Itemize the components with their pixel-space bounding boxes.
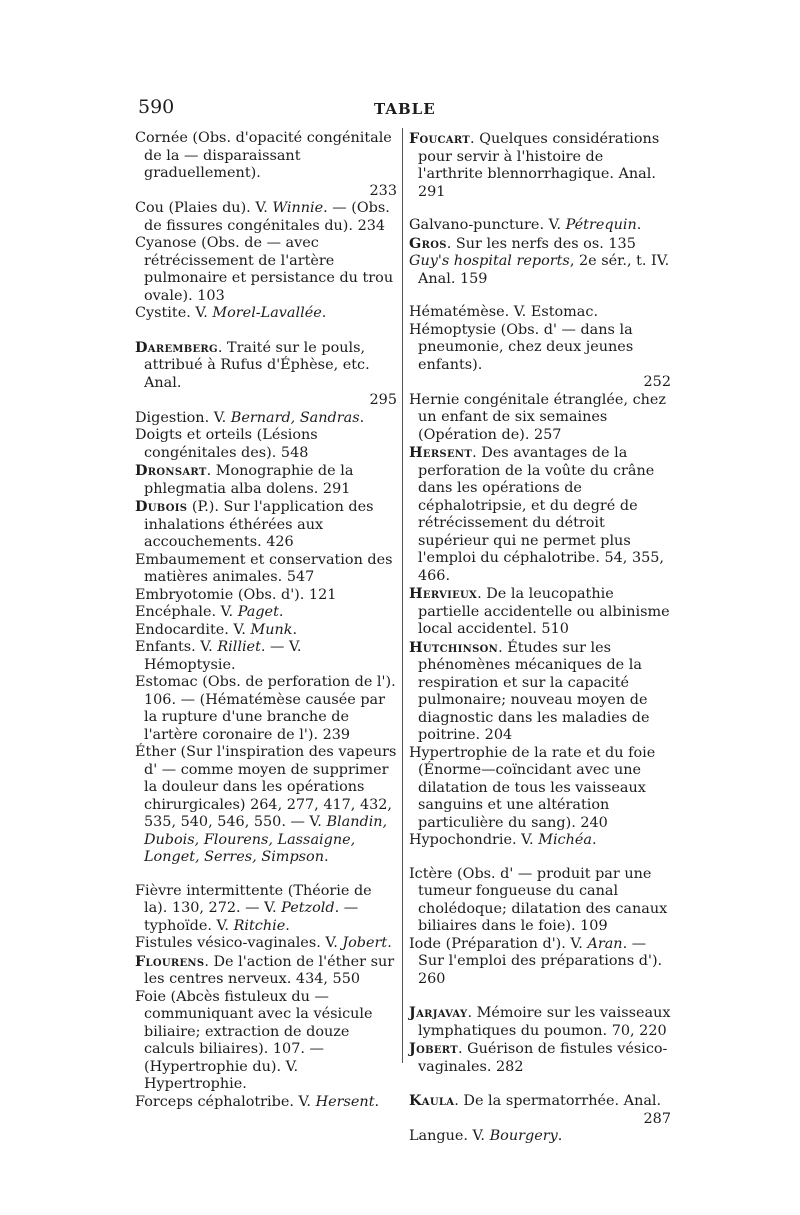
entry-italic: Rilliet bbox=[217, 639, 261, 655]
entry-heading: Flourens bbox=[135, 952, 205, 970]
page-reference: 291 bbox=[318, 480, 351, 497]
entry-italic: Jobert bbox=[342, 935, 388, 951]
entry-text: . bbox=[557, 1128, 563, 1144]
index-entry bbox=[135, 410, 397, 428]
entry-text: . De l'action de l'éther sur les centres nerveux. bbox=[144, 953, 395, 987]
entry-italic: Guy's hospital reports bbox=[409, 253, 570, 269]
page-reference: 252 bbox=[643, 374, 671, 390]
entry-heading: Foucart bbox=[409, 130, 471, 147]
column-divider bbox=[402, 128, 403, 1063]
entry-text: céphalotribe. V. bbox=[192, 1093, 316, 1110]
index-entry bbox=[409, 1004, 671, 1040]
entry-text: intermittente (Théorie de la). 130, 272. — V. bbox=[144, 882, 372, 916]
entry-heading: Iode bbox=[409, 935, 442, 952]
entry-heading: Hutchinson bbox=[409, 638, 499, 656]
index-entry bbox=[135, 130, 397, 200]
entry-text: . V. bbox=[204, 409, 231, 426]
entry-heading: Cystite bbox=[135, 305, 187, 321]
entry-heading: Hypertrophie bbox=[409, 744, 508, 761]
entry-text: . V. bbox=[224, 621, 251, 638]
entry-text: . — V. Hémoptysie. bbox=[144, 639, 302, 673]
running-title: TABLE bbox=[374, 100, 436, 118]
entry-heading: Doigts bbox=[135, 427, 183, 443]
entry-heading: Jobert bbox=[409, 1040, 458, 1057]
entry-heading: Cou bbox=[135, 200, 164, 216]
entry-heading: Estomac bbox=[135, 674, 198, 690]
entry-heading: Fistules bbox=[135, 935, 193, 951]
index-entry bbox=[135, 883, 397, 936]
index-entry bbox=[409, 745, 671, 833]
entry-text: . V. bbox=[191, 639, 218, 655]
page-reference: 291 bbox=[418, 183, 446, 200]
page-reference: 103 bbox=[192, 287, 225, 304]
entry-heading: Hervieux bbox=[409, 585, 478, 602]
entry-heading: Foie bbox=[135, 988, 166, 1005]
entry-text: . V. bbox=[539, 217, 566, 233]
entry-text: . V. bbox=[186, 305, 213, 321]
index-entry bbox=[135, 639, 397, 674]
page-reference: 257 bbox=[529, 426, 562, 443]
entry-heading: Galvano-puncture bbox=[409, 217, 540, 233]
entry-text: . Des avantages de la perforation de la voûte du crâne dans les opérations de céphalotripsie, et du degré de rétrécissement du détroit supérieur qui ne permet plus l'emploi du céphalotribe. bbox=[418, 445, 655, 566]
entry-text: . — (Obs. de fissures congénitales du). bbox=[144, 200, 390, 234]
entry-text: et conservation des matières animales. bbox=[144, 551, 393, 585]
index-entry bbox=[409, 866, 671, 936]
entry-text: . bbox=[323, 849, 329, 865]
page-reference: 426 bbox=[261, 534, 294, 550]
index-entry bbox=[135, 935, 397, 953]
index-entry bbox=[135, 498, 397, 552]
entry-heading: Langue bbox=[409, 1128, 464, 1144]
page-reference: 109 bbox=[575, 918, 608, 934]
index-entry bbox=[135, 235, 397, 305]
entry-text: . bbox=[285, 917, 290, 934]
page-reference: 54, 355, 466. bbox=[418, 550, 664, 584]
entry-italic: Ritchie bbox=[233, 917, 286, 934]
entry-text: (Obs. d' — dans la pneumonie, chez deux jeunes enfants). bbox=[418, 321, 634, 373]
entry-text: . bbox=[278, 604, 284, 620]
entry-heading: Éther bbox=[135, 744, 176, 760]
entry-text: (Obs. d'opacité congénitale de la — disparaissant graduellement). bbox=[144, 130, 392, 181]
entry-text: . De la leucopathie partielle accidentelle ou albinisme local accidentel. bbox=[418, 586, 670, 637]
page-reference: 135 bbox=[603, 235, 636, 252]
index-entry bbox=[409, 304, 671, 322]
entry-text: de la rate et du foie (Énorme—coïncidant avec une dilatation de tous les vaisseaux sanguins et une altération particulière du sang). bbox=[418, 744, 656, 831]
page-reference: 287 bbox=[643, 1110, 671, 1127]
entry-heading: Endocardite bbox=[135, 621, 225, 638]
entry-heading: Hernie bbox=[409, 391, 460, 408]
entry-heading: Forceps bbox=[135, 1093, 193, 1110]
entry-italic: Blandin, Dubois, Flourens, Lassaigne, Longet, Serres, Simpson bbox=[144, 814, 388, 865]
index-entry bbox=[135, 305, 397, 323]
page-reference: 547 bbox=[282, 569, 315, 585]
page-reference: 204 bbox=[480, 727, 513, 743]
index-entry bbox=[135, 989, 397, 1094]
entry-text: . Sur les nerfs des os. bbox=[446, 235, 604, 252]
page-reference: 239 bbox=[318, 726, 351, 743]
entry-text: (Préparation d'). V. bbox=[441, 935, 588, 952]
index-entry bbox=[135, 339, 397, 410]
entry-heading: Kaula bbox=[409, 1092, 455, 1109]
entry-text: . bbox=[359, 409, 365, 426]
entry-heading: Ictère bbox=[409, 865, 453, 882]
entry-heading: Hémoptysie bbox=[409, 321, 497, 338]
index-entry bbox=[409, 392, 671, 445]
index-entry bbox=[135, 587, 397, 605]
page-reference: 233 bbox=[369, 182, 397, 199]
page-reference: 159 bbox=[455, 270, 488, 287]
entry-italic: Morel-Lavallée bbox=[212, 305, 322, 321]
entry-heading: Fièvre bbox=[135, 882, 182, 899]
entry-text: . De la spermatorrhée. Anal. bbox=[454, 1093, 662, 1109]
entry-heading: Dronsart bbox=[135, 462, 207, 479]
entry-text: . Mémoire sur les vaisseaux lymphatiques du poumon. bbox=[418, 1005, 671, 1039]
entry-heading: Hématémèse bbox=[409, 304, 505, 320]
entry-text: . V. bbox=[463, 1128, 490, 1144]
entry-text: vésico-vaginales. V. bbox=[192, 935, 343, 951]
entry-text: . — typhoïde. V. bbox=[144, 900, 359, 934]
page-number: 590 bbox=[138, 96, 175, 118]
entry-italic: Aran bbox=[587, 935, 623, 952]
right-column bbox=[409, 130, 671, 1146]
entry-text: congénitale étranglée, chez un enfant de six semaines (Opération de). bbox=[418, 391, 667, 443]
entry-italic: Paget bbox=[237, 604, 279, 620]
index-entry bbox=[409, 832, 671, 850]
index-entry bbox=[409, 322, 671, 392]
page-reference: 282 bbox=[491, 1058, 524, 1075]
entry-heading: Cyanose bbox=[135, 235, 197, 251]
entry-text: (Obs. de — avec rétrécissement de l'artère pulmonaire et persistance du trou ovale). bbox=[144, 235, 394, 304]
entry-text: (P.). Sur l'application des inhalations éthérées aux accouchements. bbox=[144, 499, 374, 550]
entry-heading: Hypochondrie bbox=[409, 832, 513, 848]
left-column bbox=[135, 130, 397, 1111]
entry-heading: Embryotomie bbox=[135, 586, 234, 603]
index-entry bbox=[135, 674, 397, 744]
index-entry bbox=[409, 639, 671, 745]
entry-heading: Daremberg bbox=[135, 338, 218, 356]
entry-text: (Obs. de perforation de l'). 106. — (Hématémèse causée par la rupture d'une branche de l'artère coronaire de l'). bbox=[144, 674, 396, 743]
entry-text: (Obs. d'). bbox=[233, 586, 305, 603]
entry-italic: Hersent bbox=[315, 1093, 375, 1110]
entry-text: (Sur l'inspiration des vapeurs d' — comme moyen de supprimer la douleur dans les opérations chirurgicales) 264, 277, 417, 432, 535, 540, 546, 550. — V. bbox=[144, 744, 397, 830]
entry-heading: Enfants bbox=[135, 639, 192, 655]
index-entry bbox=[135, 427, 397, 462]
index-entry bbox=[409, 936, 671, 989]
entry-heading: Hersent bbox=[409, 444, 473, 461]
entry-text: . bbox=[387, 935, 392, 951]
index-entry bbox=[409, 1040, 671, 1076]
page-reference: 295 bbox=[369, 392, 397, 408]
page-reference: 70, 220 bbox=[607, 1022, 667, 1039]
entry-heading: Gros bbox=[409, 234, 447, 252]
entry-text: . Monographie de la phlegmatia alba dolens. bbox=[144, 463, 354, 497]
page-reference: 510 bbox=[536, 621, 569, 637]
index-entry bbox=[135, 604, 397, 622]
index-entry bbox=[409, 1128, 671, 1146]
entry-text: . bbox=[374, 1093, 380, 1110]
entry-italic: Petzold bbox=[281, 900, 335, 916]
entry-text: . Traité sur le pouls, attribué à Rufus d'Éphèse, etc. Anal. bbox=[144, 339, 370, 391]
index-entry bbox=[409, 444, 671, 585]
page-reference: 548 bbox=[276, 444, 309, 461]
entry-text: . bbox=[321, 305, 327, 321]
page-reference: 240 bbox=[575, 814, 608, 831]
entry-text: . Quelques considérations pour servir à l'histoire de l'arthrite blennorrhagique. Anal. bbox=[418, 131, 660, 182]
page-reference: 234 bbox=[353, 217, 386, 234]
entry-text: . bbox=[636, 217, 642, 233]
entry-text: (Abcès fistuleux du — communiquant avec la vésicule biliaire; extraction de douze calculs biliaires). 107. — (Hypertrophie du). V. Hypertrophie. bbox=[144, 988, 373, 1092]
entry-text: et orteils (Lésions congénitales des). bbox=[144, 427, 318, 461]
index-entry bbox=[409, 130, 671, 201]
entry-italic: Pétrequin bbox=[565, 217, 637, 233]
entry-text: . V. bbox=[512, 832, 539, 848]
entry-text: . — Sur l'emploi des préparations d'). bbox=[418, 935, 663, 969]
page-reference: 260 bbox=[418, 970, 446, 987]
entry-italic: Michéa bbox=[538, 832, 592, 848]
entry-text: (Obs. d' — produit par une tumeur fongueuse du canal cholédoque; dilatation des canaux biliaires dans le foie). bbox=[418, 865, 668, 934]
index-entry bbox=[135, 200, 397, 235]
index-entry bbox=[409, 1092, 671, 1128]
entry-text: . V. Estomac. bbox=[504, 304, 599, 320]
entry-text: . Guérison de fistules vésico-vaginales. bbox=[418, 1041, 668, 1075]
entry-heading: Dubois bbox=[135, 498, 188, 515]
entry-text: . V. bbox=[211, 604, 238, 620]
index-entry bbox=[409, 585, 671, 639]
index-entry bbox=[135, 462, 397, 498]
entry-text: , 2e sér., t. IV. Anal. bbox=[418, 253, 670, 287]
page-reference: 121 bbox=[304, 586, 337, 603]
entry-text: (Plaies du). V. bbox=[163, 200, 273, 216]
index-entry bbox=[135, 552, 397, 587]
entry-italic: Bernard, Sandras bbox=[230, 409, 360, 426]
index-entry bbox=[409, 235, 671, 254]
page-reference: 434, 550 bbox=[291, 971, 361, 987]
index-entry bbox=[409, 253, 671, 288]
index-entry bbox=[135, 744, 397, 867]
index-entry bbox=[135, 622, 397, 640]
entry-heading: Embaumement bbox=[135, 551, 246, 568]
entry-text: . Études sur les phénomènes mécaniques de la respiration et sur la capacité pulmonaire; nouveau moyen de diagnostic dans les maladies de poitrine. bbox=[418, 639, 650, 743]
entry-heading: Jarjavay bbox=[409, 1004, 468, 1021]
entry-italic: Munk bbox=[250, 621, 293, 638]
index-entry bbox=[135, 1094, 397, 1112]
index-entry bbox=[135, 953, 397, 989]
entry-heading: Encéphale bbox=[135, 604, 212, 620]
index-entry bbox=[409, 217, 671, 235]
entry-italic: Bourgery bbox=[489, 1128, 558, 1144]
entry-heading: Digestion bbox=[135, 409, 205, 426]
entry-text: . bbox=[292, 621, 298, 638]
entry-heading: Cornée bbox=[135, 130, 188, 146]
entry-italic: Winnie bbox=[272, 200, 324, 216]
entry-text: . bbox=[591, 832, 597, 848]
